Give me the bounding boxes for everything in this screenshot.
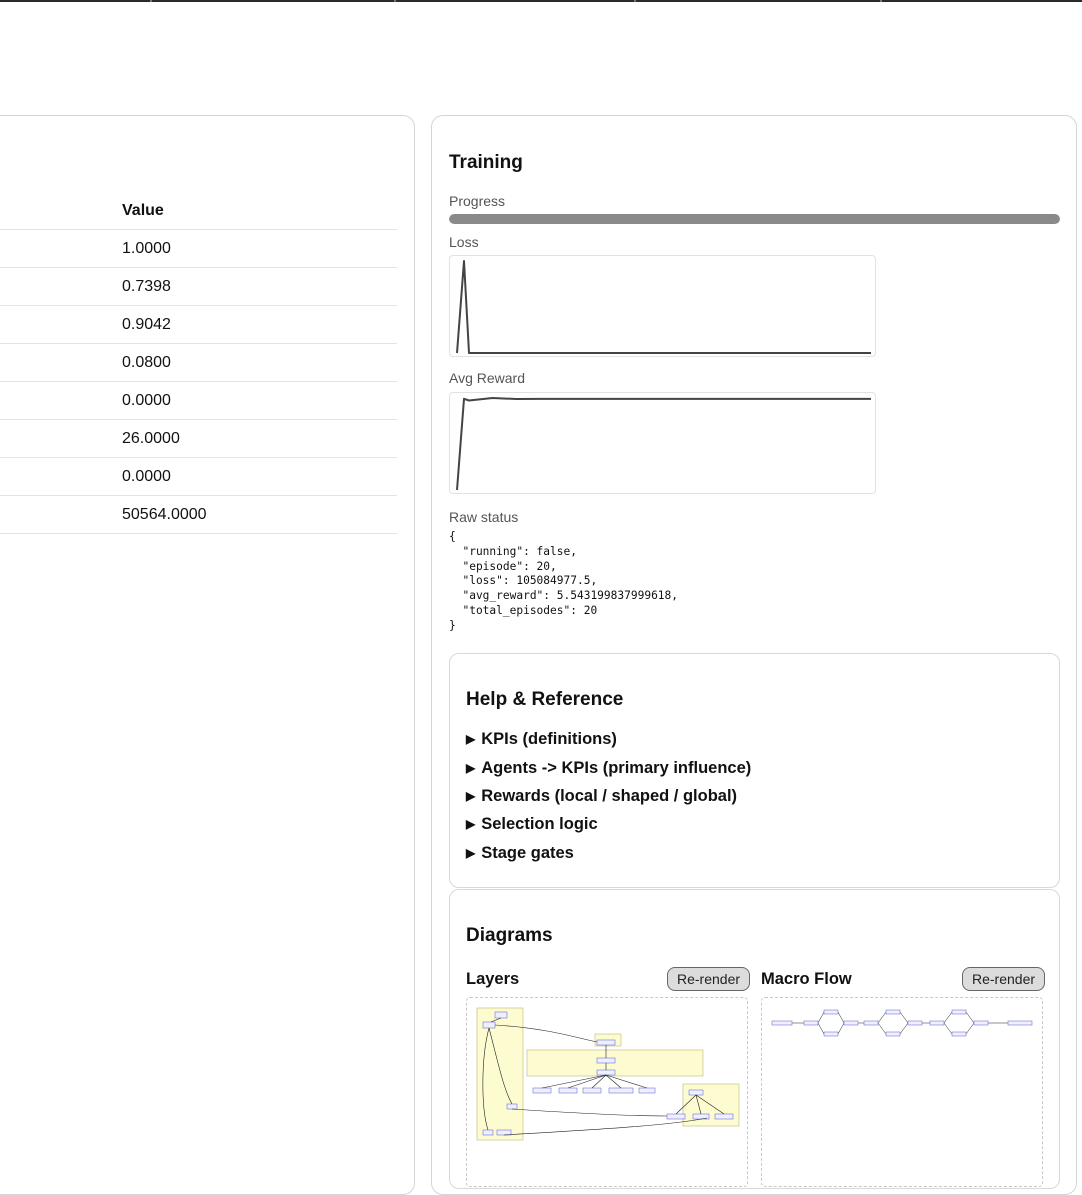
kpi-value: 0.9042 — [122, 316, 171, 333]
diagram-node — [597, 1070, 615, 1075]
progress-bar — [449, 214, 1060, 224]
tab-divider — [150, 0, 152, 2]
table-row — [0, 458, 397, 496]
kpi-value: 0.7398 — [122, 278, 171, 295]
macro-flow-title: Macro Flow — [761, 970, 852, 988]
value-column-header: Value — [122, 202, 164, 219]
diagram-node — [952, 1032, 966, 1036]
tab-divider — [880, 0, 882, 2]
diagram-node — [715, 1114, 733, 1119]
diagram-node — [824, 1032, 838, 1036]
diagram-edge — [512, 1109, 667, 1116]
disclosure-triangle-icon: ▶ — [466, 732, 476, 746]
help-title: Help & Reference — [466, 689, 624, 710]
diagrams-title: Diagrams — [466, 925, 553, 946]
table-row — [0, 268, 397, 306]
diagram-node — [583, 1088, 601, 1093]
diagram-node — [804, 1021, 818, 1025]
table-row — [0, 420, 397, 458]
macro-flow-rerender-button[interactable]: Re-render — [962, 967, 1045, 991]
diagram-edge — [504, 1118, 707, 1135]
help-item-selection-logic[interactable] — [466, 815, 598, 834]
diagram-node — [483, 1130, 493, 1135]
kpi-value: 0.0800 — [122, 354, 171, 371]
help-item-label: Selection logic — [481, 815, 598, 833]
table-row — [0, 230, 397, 268]
diagram-node — [864, 1021, 878, 1025]
kpi-table — [0, 196, 397, 534]
progress-label: Progress — [449, 193, 506, 209]
help-item-label: Agents -> KPIs (primary influence) — [481, 759, 752, 777]
help-item-rewards[interactable] — [466, 787, 737, 806]
diagram-node — [597, 1058, 615, 1063]
table-row — [0, 382, 397, 420]
kpi-value: 26.0000 — [122, 430, 180, 447]
diagram-node — [886, 1010, 900, 1014]
help-item-agents-kpis[interactable] — [466, 759, 751, 778]
loss-label: Loss — [449, 234, 479, 250]
diagram-edge — [542, 1075, 647, 1088]
diagram-node — [689, 1090, 703, 1095]
diagram-node — [908, 1021, 922, 1025]
diagram-node — [507, 1104, 517, 1109]
raw-status-json: { "running": false, "episode": 20, "loss": 105084977.5, "avg_reward": 5.543199837999618, "total_episodes": 20 } — [449, 530, 679, 632]
diagram-node — [974, 1021, 988, 1025]
avg-reward-series-line — [457, 398, 871, 490]
diagram-node — [559, 1088, 577, 1093]
help-item-label: KPIs (definitions) — [481, 730, 617, 748]
loss-chart-svg — [450, 256, 877, 358]
diagram-node — [609, 1088, 633, 1093]
raw-status-label: Raw status — [449, 509, 519, 525]
layers-diagram[interactable] — [466, 997, 748, 1187]
browser-top-border — [0, 0, 1082, 2]
table-row — [0, 344, 397, 382]
kpi-value: 50564.0000 — [122, 506, 207, 523]
tab-divider — [634, 0, 636, 2]
layers-title: Layers — [466, 970, 520, 988]
diagram-node — [597, 1040, 615, 1045]
kpi-table-header — [0, 196, 397, 230]
diagram-node — [497, 1130, 511, 1135]
table-row — [0, 306, 397, 344]
progress-bar-fill — [449, 214, 1060, 224]
diagram-node — [639, 1088, 655, 1093]
disclosure-triangle-icon: ▶ — [466, 817, 476, 831]
help-item-stage-gates[interactable] — [466, 844, 574, 863]
diagram-node — [772, 1021, 792, 1025]
disclosure-triangle-icon: ▶ — [466, 761, 476, 775]
help-item-label: Rewards (local / shaped / global) — [481, 787, 738, 805]
avg-reward-label: Avg Reward — [449, 370, 526, 386]
disclosure-triangle-icon: ▶ — [466, 846, 476, 860]
help-item-kpis[interactable] — [466, 730, 617, 749]
training-title: Training — [449, 152, 523, 173]
kpi-value: 1.0000 — [122, 240, 171, 257]
diagram-node — [1008, 1021, 1032, 1025]
layers-diagram-svg — [467, 998, 747, 1186]
diagram-node — [495, 1012, 507, 1018]
tab-divider — [394, 0, 396, 2]
diagram-node — [483, 1022, 495, 1028]
disclosure-triangle-icon: ▶ — [466, 789, 476, 803]
diagram-node — [824, 1010, 838, 1014]
kpi-value: 0.0000 — [122, 468, 171, 485]
diagram-node — [844, 1021, 858, 1025]
avg-reward-chart — [449, 392, 876, 494]
diagram-node — [930, 1021, 944, 1025]
kpi-value: 0.0000 — [122, 392, 171, 409]
diagram-node — [952, 1010, 966, 1014]
diagram-node — [533, 1088, 551, 1093]
layers-rerender-button[interactable]: Re-render — [667, 967, 750, 991]
help-item-label: Stage gates — [481, 844, 574, 862]
loss-series-line — [457, 261, 871, 353]
diagram-node — [886, 1032, 900, 1036]
macro-flow-diagram-svg — [762, 998, 1042, 1186]
loss-chart — [449, 255, 876, 357]
table-row — [0, 496, 397, 534]
avg-reward-chart-svg — [450, 393, 877, 495]
macro-flow-diagram[interactable] — [761, 997, 1043, 1187]
diagram-node — [667, 1114, 685, 1119]
